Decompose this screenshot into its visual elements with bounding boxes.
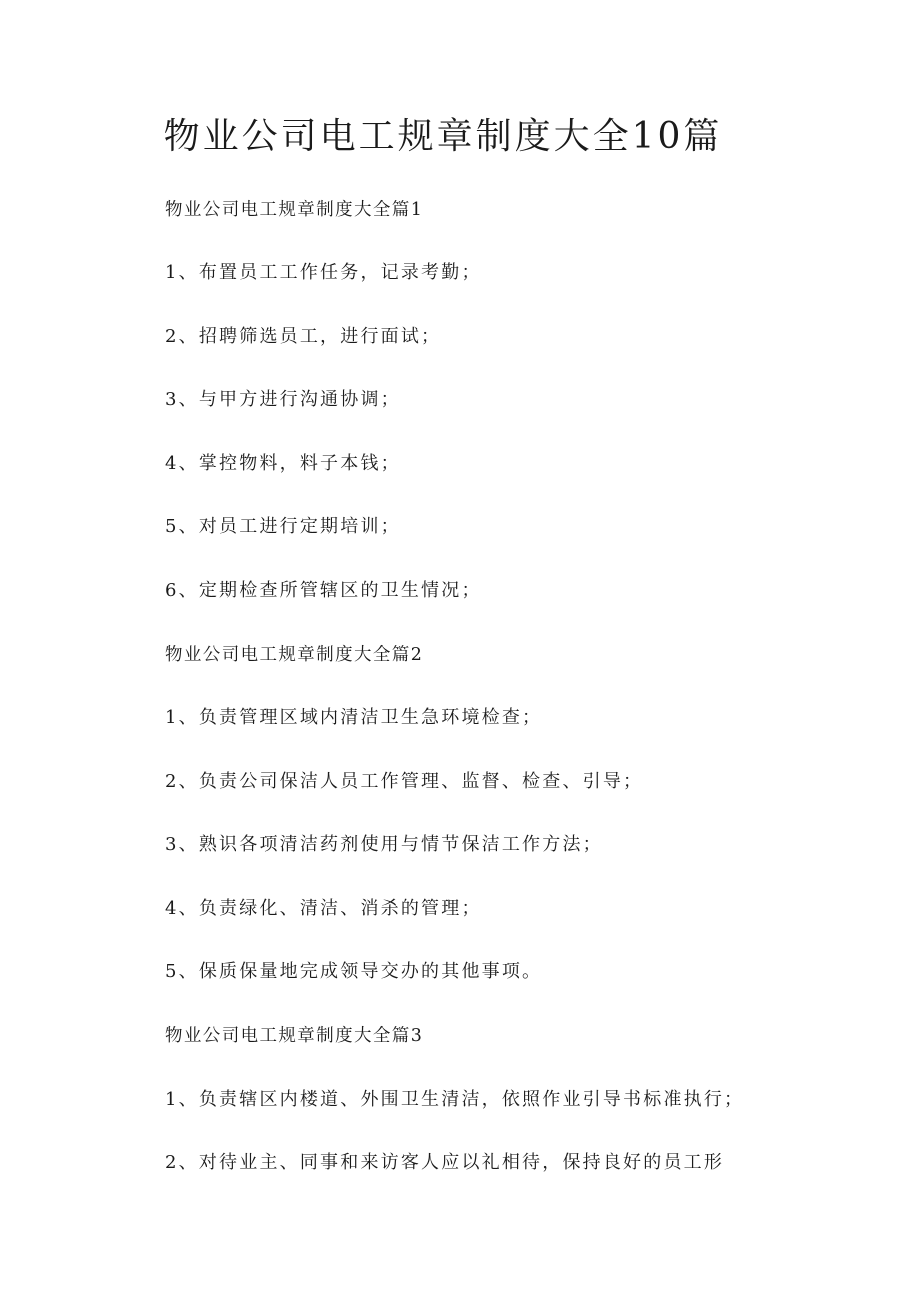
section-heading: 物业公司电工规章制度大全篇2 [165, 645, 424, 665]
list-item: 5、对员工进行定期培训； [165, 516, 401, 537]
list-item: 1、负责管理区域内清洁卫生急环境检查； [165, 707, 543, 728]
list-item: 3、熟识各项清洁药剂使用与情节保洁工作方法； [165, 834, 603, 855]
list-item: 5、保质保量地完成领导交办的其他事项。 [165, 961, 543, 982]
list-item: 4、负责绿化、清洁、消杀的管理； [165, 898, 482, 919]
list-item: 2、对待业主、同事和来访客人应以礼相待，保持良好的员工形 [165, 1152, 725, 1173]
section-heading: 物业公司电工规章制度大全篇1 [165, 200, 424, 220]
list-item: 3、与甲方进行沟通协调； [165, 389, 401, 410]
list-item: 2、负责公司保洁人员工作管理、监督、检查、引导； [165, 771, 644, 792]
list-item: 2、招聘筛选员工，进行面试； [165, 326, 442, 347]
list-item: 6、定期检查所管辖区的卫生情况； [165, 580, 482, 601]
list-item: 4、掌控物料，料子本钱； [165, 453, 401, 474]
section-heading: 物业公司电工规章制度大全篇3 [165, 1026, 424, 1046]
list-item: 1、负责辖区内楼道、外围卫生清洁，依照作业引导书标准执行； [165, 1089, 745, 1110]
list-item: 1、布置员工工作任务，记录考勤； [165, 262, 482, 283]
document-title: 物业公司电工规章制度大全10篇 [163, 116, 723, 157]
